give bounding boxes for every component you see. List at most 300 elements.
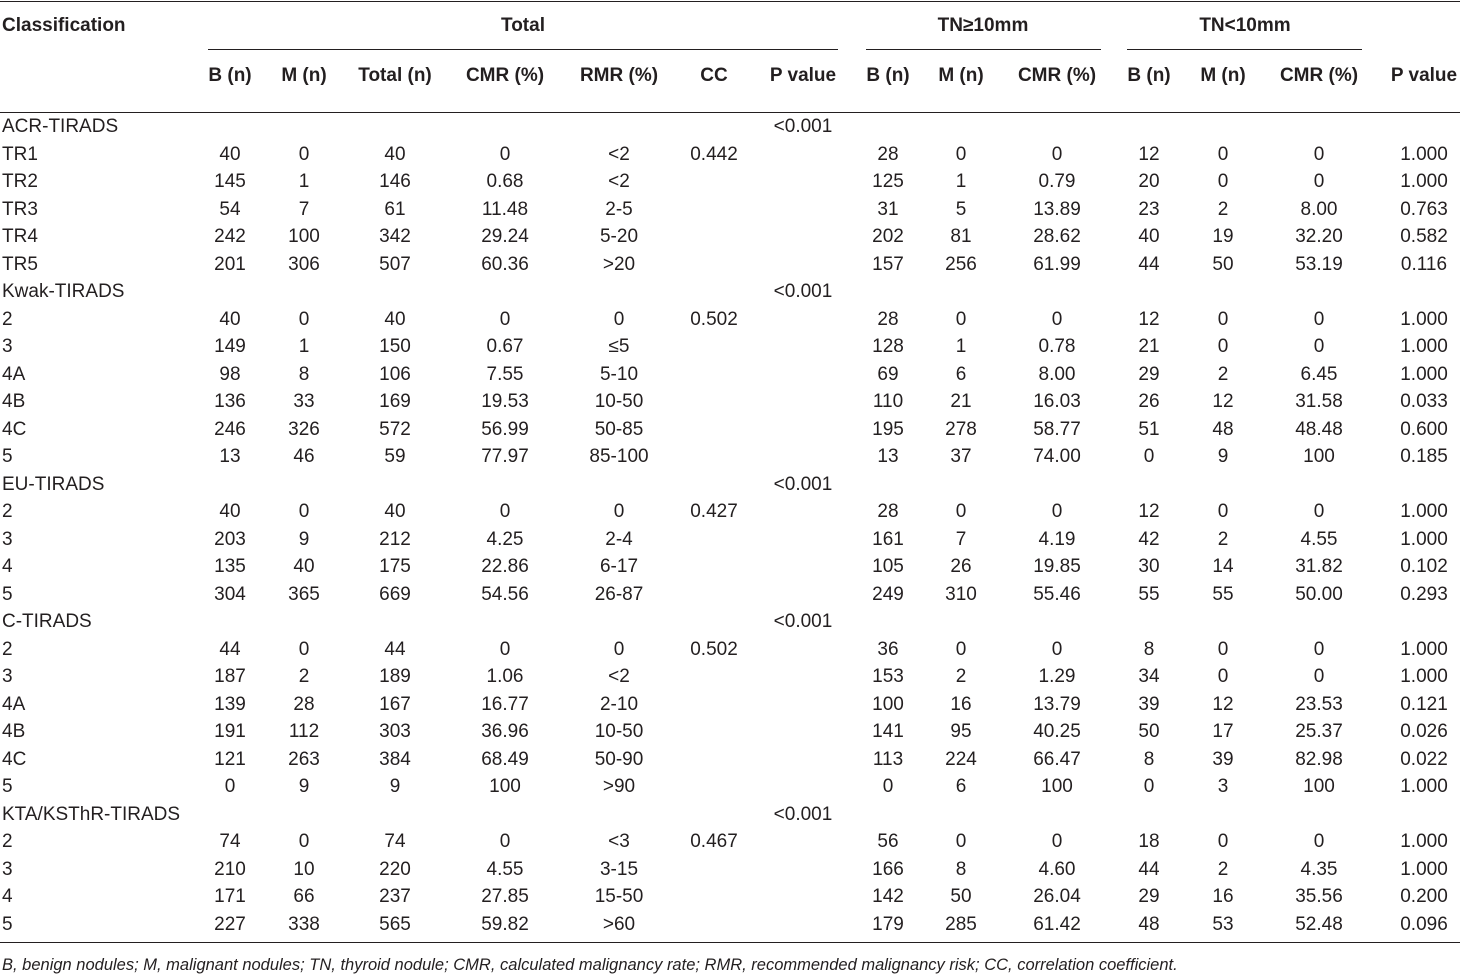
cell-total-m: 0 [298,308,310,330]
cell-total-rmr: 0 [613,501,625,522]
cell-lt10-cmr: 4.35 [1300,858,1338,880]
cell-lt10-b: 30 [1138,556,1160,577]
row-label: 3 [2,858,13,880]
cell-lt10-b: 12 [1138,501,1160,522]
cell-total-m: 9 [298,528,310,550]
row-label: TR3 [2,198,38,220]
cell-ge10-m: 278 [945,418,977,440]
cell-total-cmr: 19.53 [481,391,529,412]
cell-lt10-p-value: 1.000 [1400,308,1448,330]
bottom-rule [0,942,1460,943]
cell-total-cmr: 11.48 [481,198,529,220]
cell-ge10-cmr: 74.00 [1033,446,1081,467]
cell-lt10-b: 44 [1138,858,1160,880]
cell-total-total: 106 [379,363,411,385]
row-label: 4A [2,693,26,715]
cell-total-total: 175 [379,556,411,577]
cell-lt10-p-value: 1.000 [1400,171,1448,192]
cell-ge10-cmr: 13.89 [1033,198,1081,220]
row-label: C-TIRADS [2,611,92,632]
cell-lt10-cmr: 0 [1313,501,1325,522]
cell-total-cmr: 36.96 [481,721,529,742]
cell-total-rmr: 15-50 [594,886,644,907]
cell-total-p-value: <0.001 [773,611,833,632]
col-header-lt10-p-value: P value [1390,65,1458,86]
cell-lt10-b: 23 [1138,198,1160,220]
cell-total-b: 187 [214,666,246,687]
cell-lt10-m: 39 [1212,748,1234,770]
cell-total-cmr: 100 [489,776,521,797]
cell-ge10-m: 0 [955,831,967,852]
cell-lt10-p-value: 0.102 [1400,556,1448,577]
cell-ge10-m: 0 [955,143,967,165]
cell-total-b: 44 [219,638,241,660]
cell-total-b: 40 [219,308,241,330]
cell-lt10-cmr: 100 [1303,776,1335,797]
cell-lt10-p-value: 0.185 [1400,446,1448,467]
cell-ge10-m: 37 [950,446,972,467]
row-label: 4 [2,556,13,577]
col-header-total-cc: CC [700,65,728,86]
cell-lt10-b: 12 [1138,308,1160,330]
cell-total-m: 9 [298,776,310,797]
cell-lt10-m: 19 [1212,226,1234,247]
cell-total-m: 263 [288,748,320,770]
row-label: TR2 [2,171,38,192]
cell-ge10-cmr: 16.03 [1033,391,1081,412]
cell-total-total: 40 [384,501,406,522]
cell-total-rmr: 3-15 [599,858,639,880]
cell-lt10-p-value: 1.000 [1400,858,1448,880]
cell-total-cmr: 77.97 [481,446,529,467]
cell-ge10-m: 6 [955,363,967,385]
cell-ge10-cmr: 0 [1051,638,1063,660]
cell-ge10-m: 1 [955,171,967,192]
cell-total-cc: 0.502 [690,308,738,330]
cell-total-cmr: 0 [499,638,511,660]
cell-lt10-b: 8 [1143,748,1155,770]
header-rule [0,112,1460,113]
cell-lt10-m: 17 [1212,721,1234,742]
cell-lt10-m: 50 [1212,253,1234,275]
cell-total-total: 44 [384,638,406,660]
cell-total-b: 149 [214,336,246,357]
cell-total-m: 112 [288,721,320,742]
col-header-total-m: M (n) [281,65,327,86]
cell-total-b: 227 [214,913,246,935]
cell-lt10-cmr: 100 [1303,446,1335,467]
cell-ge10-cmr: 13.79 [1033,693,1081,715]
header-classification: Classification [2,15,126,36]
cell-lt10-p-value: 0.293 [1400,583,1448,605]
cell-total-cc: 0.467 [690,831,738,852]
col-header-total-p-value: P value [769,65,837,86]
cell-total-m: 306 [288,253,320,275]
cell-lt10-cmr: 82.98 [1295,748,1343,770]
cell-ge10-b: 179 [872,913,904,935]
cell-lt10-b: 18 [1138,831,1160,852]
cell-lt10-cmr: 8.00 [1300,198,1338,220]
cell-total-m: 100 [288,226,320,247]
cell-lt10-b: 48 [1138,913,1160,935]
cell-lt10-b: 21 [1138,336,1160,357]
cell-total-cmr: 4.55 [486,858,524,880]
cell-total-cmr: 27.85 [481,886,529,907]
cell-total-rmr: 5-20 [599,226,639,247]
cell-ge10-b: 161 [872,528,904,550]
cell-total-m: 7 [298,198,310,220]
cell-lt10-p-value: 0.200 [1400,886,1448,907]
cell-total-rmr: 50-90 [594,748,644,770]
cell-ge10-m: 5 [955,198,967,220]
cell-ge10-m: 16 [950,693,972,715]
row-label: EU-TIRADS [2,473,105,495]
cell-total-b: 203 [214,528,246,550]
cell-ge10-m: 310 [945,583,977,605]
cell-total-total: 40 [384,143,406,165]
cell-lt10-cmr: 0 [1313,336,1325,357]
row-label: 4A [2,363,26,385]
cell-ge10-m: 1 [955,336,967,357]
cell-ge10-b: 56 [877,831,899,852]
cell-ge10-b: 113 [872,748,904,770]
cell-ge10-b: 100 [872,693,904,715]
cell-total-cmr: 56.99 [481,418,529,440]
cell-lt10-b: 12 [1138,143,1160,165]
cell-total-cmr: 29.24 [481,226,529,247]
cell-ge10-m: 95 [950,721,972,742]
cell-lt10-cmr: 6.45 [1300,363,1338,385]
cell-total-p-value: <0.001 [773,116,833,137]
cell-total-total: 169 [379,391,411,412]
cell-ge10-m: 50 [950,886,972,907]
cell-lt10-p-value: 0.033 [1400,391,1448,412]
cell-total-cmr: 22.86 [481,556,529,577]
cell-lt10-p-value: 1.000 [1400,666,1448,687]
cell-total-m: 40 [293,556,315,577]
cell-total-cc: 0.502 [690,638,738,660]
cell-total-m: 1 [298,171,310,192]
cell-total-b: 246 [214,418,246,440]
cell-lt10-cmr: 31.58 [1295,391,1343,412]
cell-ge10-m: 0 [955,638,967,660]
cell-lt10-m: 0 [1217,501,1229,522]
cell-total-b: 145 [214,171,246,192]
cell-lt10-m: 2 [1217,363,1229,385]
cell-total-total: 9 [389,776,401,797]
cell-total-cmr: 4.25 [486,528,524,550]
cell-ge10-b: 36 [877,638,899,660]
cell-lt10-p-value: 1.000 [1400,336,1448,357]
cell-ge10-cmr: 0 [1051,308,1063,330]
cell-total-total: 572 [379,418,411,440]
header-group-total: Total [501,15,545,36]
group-rule-tn-lt-10mm [1127,49,1362,50]
group-rule-total [208,49,838,50]
row-label: ACR-TIRADS [2,116,119,137]
cell-ge10-b: 28 [877,143,899,165]
cell-ge10-cmr: 4.19 [1038,528,1076,550]
cell-lt10-p-value: 1.000 [1400,776,1448,797]
cell-total-rmr: 6-17 [599,556,639,577]
cell-lt10-cmr: 53.19 [1295,253,1343,275]
cell-total-m: 0 [298,831,310,852]
cell-ge10-cmr: 66.47 [1033,748,1081,770]
cell-lt10-p-value: 1.000 [1400,638,1448,660]
cell-lt10-b: 29 [1138,363,1160,385]
cell-total-b: 139 [214,693,246,715]
cell-ge10-b: 128 [872,336,904,357]
cell-total-total: 40 [384,308,406,330]
cell-total-cc: 0.442 [690,143,738,165]
row-label: TR4 [2,226,38,247]
cell-ge10-cmr: 8.00 [1038,363,1076,385]
cell-lt10-p-value: 0.121 [1400,693,1448,715]
cell-total-cmr: 1.06 [486,666,524,687]
cell-ge10-b: 28 [877,308,899,330]
cell-ge10-m: 6 [955,776,967,797]
row-label: TR5 [2,253,38,275]
cell-total-rmr: 2-4 [605,528,633,550]
cell-total-m: 365 [288,583,320,605]
cell-total-rmr: >20 [602,253,636,275]
cell-total-total: 74 [384,831,406,852]
cell-lt10-cmr: 32.20 [1295,226,1343,247]
cell-ge10-cmr: 61.99 [1033,253,1081,275]
cell-lt10-b: 20 [1138,171,1160,192]
cell-total-rmr: 0 [613,308,625,330]
row-label: KTA/KSThR-TIRADS [2,803,181,825]
cell-lt10-m: 0 [1217,336,1229,357]
cell-lt10-m: 2 [1217,528,1229,550]
cell-total-rmr: 10-50 [594,721,644,742]
cell-total-m: 28 [293,693,315,715]
cell-lt10-b: 0 [1143,776,1155,797]
cell-total-m: 2 [298,666,310,687]
cell-ge10-cmr: 40.25 [1033,721,1081,742]
cell-lt10-b: 34 [1138,666,1160,687]
cell-total-m: 8 [298,363,310,385]
row-label: 3 [2,528,13,550]
cell-total-b: 54 [219,198,241,220]
row-label: 3 [2,336,13,357]
cell-total-b: 304 [214,583,246,605]
cell-total-cmr: 0 [499,501,511,522]
cell-total-b: 171 [214,886,246,907]
cell-total-rmr: 2-5 [605,198,633,220]
cell-lt10-cmr: 50.00 [1295,583,1343,605]
cell-lt10-p-value: 0.022 [1400,748,1448,770]
cell-ge10-cmr: 0 [1051,501,1063,522]
cell-total-p-value: <0.001 [773,803,833,825]
header-group-tn-ge-10mm: TN≥10mm [937,15,1029,36]
cell-total-total: 212 [379,528,411,550]
row-label: 4B [2,721,26,742]
cell-ge10-b: 28 [877,501,899,522]
cell-total-b: 210 [214,858,246,880]
cell-ge10-cmr: 1.29 [1038,666,1076,687]
cell-lt10-m: 16 [1212,886,1234,907]
cell-total-total: 342 [379,226,411,247]
cell-total-cmr: 60.36 [481,253,529,275]
row-label: 4C [2,418,27,440]
cell-total-cmr: 59.82 [481,913,529,935]
cell-lt10-cmr: 0 [1313,171,1325,192]
cell-lt10-b: 55 [1138,583,1160,605]
cell-lt10-m: 14 [1212,556,1234,577]
group-rule-tn-ge-10mm [866,49,1101,50]
cell-ge10-m: 0 [955,308,967,330]
cell-total-rmr: 50-85 [594,418,644,440]
cell-lt10-p-value: 1.000 [1400,528,1448,550]
cell-total-b: 74 [219,831,241,852]
cell-total-b: 136 [214,391,246,412]
cell-lt10-m: 12 [1212,693,1234,715]
cell-total-total: 150 [379,336,411,357]
cell-total-rmr: 5-10 [599,363,639,385]
cell-lt10-b: 0 [1143,446,1155,467]
cell-total-rmr: 26-87 [594,583,644,605]
cell-ge10-m: 21 [950,391,972,412]
cell-lt10-cmr: 0 [1313,666,1325,687]
cell-total-m: 46 [293,446,315,467]
cell-lt10-b: 42 [1138,528,1160,550]
cell-total-m: 66 [293,886,315,907]
cell-total-rmr: <2 [608,171,630,192]
cell-ge10-cmr: 0 [1051,831,1063,852]
cell-lt10-m: 0 [1217,143,1229,165]
cell-total-rmr: <2 [608,666,630,687]
cell-ge10-cmr: 26.04 [1033,886,1081,907]
cell-total-rmr: 85-100 [589,446,649,467]
cell-total-cmr: 0.67 [486,336,524,357]
cell-ge10-m: 2 [955,666,967,687]
cell-total-cmr: 0 [499,308,511,330]
cell-lt10-m: 53 [1212,913,1234,935]
cell-ge10-b: 157 [872,253,904,275]
cell-ge10-b: 125 [872,171,904,192]
top-rule [0,1,1460,2]
cell-total-total: 565 [379,913,411,935]
cell-total-rmr: >60 [602,913,636,935]
row-label: 2 [2,501,13,522]
cell-ge10-b: 142 [872,886,904,907]
row-label: 4C [2,748,27,770]
cell-lt10-p-value: 0.582 [1400,226,1448,247]
row-label: 2 [2,308,13,330]
cell-total-rmr: >90 [602,776,636,797]
col-header-total-rmr: RMR (%) [579,65,659,86]
cell-total-b: 0 [224,776,236,797]
cell-ge10-cmr: 4.60 [1038,858,1076,880]
cell-lt10-p-value: 1.000 [1400,501,1448,522]
col-header-lt10-cmr: CMR (%) [1279,65,1359,86]
cell-ge10-m: 7 [955,528,967,550]
cell-lt10-p-value: 1.000 [1400,831,1448,852]
cell-lt10-p-value: 0.763 [1400,198,1448,220]
cell-lt10-b: 39 [1138,693,1160,715]
cell-total-b: 121 [214,748,246,770]
cell-ge10-cmr: 55.46 [1033,583,1081,605]
cell-ge10-b: 69 [877,363,899,385]
cell-total-m: 10 [293,858,315,880]
header-group-tn-lt-10mm: TN<10mm [1199,15,1291,36]
cell-total-cmr: 16.77 [481,693,529,715]
cell-total-rmr: <2 [608,143,630,165]
col-header-ge10-m: M (n) [938,65,984,86]
cell-lt10-b: 8 [1143,638,1155,660]
col-header-total-b: B (n) [208,65,252,86]
cell-ge10-b: 249 [872,583,904,605]
col-header-ge10-cmr: CMR (%) [1017,65,1097,86]
cell-lt10-cmr: 25.37 [1295,721,1343,742]
cell-total-m: 326 [288,418,320,440]
cell-total-rmr: ≤5 [608,336,630,357]
cell-ge10-m: 285 [945,913,977,935]
cell-ge10-cmr: 0.79 [1038,171,1076,192]
cell-lt10-cmr: 0 [1313,831,1325,852]
cell-total-total: 61 [384,198,406,220]
cell-ge10-m: 81 [950,226,972,247]
col-header-ge10-b: B (n) [866,65,910,86]
cell-lt10-m: 12 [1212,391,1234,412]
cell-total-total: 384 [379,748,411,770]
cell-lt10-cmr: 23.53 [1295,693,1343,715]
row-label: 5 [2,913,13,935]
cell-ge10-cmr: 28.62 [1033,226,1081,247]
cell-lt10-b: 26 [1138,391,1160,412]
cell-ge10-m: 256 [945,253,977,275]
cell-ge10-b: 141 [872,721,904,742]
cell-ge10-cmr: 100 [1041,776,1073,797]
cell-lt10-b: 51 [1138,418,1160,440]
row-label: 4B [2,391,26,412]
cell-lt10-cmr: 52.48 [1295,913,1343,935]
col-header-lt10-b: B (n) [1127,65,1171,86]
cell-lt10-p-value: 0.096 [1400,913,1448,935]
row-label: 2 [2,831,13,852]
cell-total-m: 0 [298,143,310,165]
cell-total-b: 98 [219,363,241,385]
cell-ge10-b: 13 [877,446,899,467]
cell-total-rmr: <3 [608,831,630,852]
cell-lt10-cmr: 31.82 [1295,556,1343,577]
cell-ge10-b: 202 [872,226,904,247]
cell-total-cmr: 0 [499,143,511,165]
cell-total-total: 220 [379,858,411,880]
cell-total-b: 40 [219,501,241,522]
cell-lt10-b: 44 [1138,253,1160,275]
cell-total-total: 59 [384,446,406,467]
cell-lt10-m: 0 [1217,308,1229,330]
row-label: 4 [2,886,13,907]
cell-ge10-b: 166 [872,858,904,880]
cell-lt10-m: 0 [1217,666,1229,687]
cell-lt10-cmr: 0 [1313,638,1325,660]
cell-ge10-cmr: 61.42 [1033,913,1081,935]
cell-total-cmr: 68.49 [481,748,529,770]
cell-lt10-m: 0 [1217,831,1229,852]
cell-ge10-m: 26 [950,556,972,577]
cell-total-total: 669 [379,583,411,605]
cell-ge10-b: 195 [872,418,904,440]
cell-lt10-cmr: 0 [1313,308,1325,330]
cell-ge10-m: 0 [955,501,967,522]
cell-total-cmr: 0.68 [486,171,524,192]
cell-total-total: 167 [379,693,411,715]
row-label: 2 [2,638,13,660]
cell-total-rmr: 10-50 [594,391,644,412]
